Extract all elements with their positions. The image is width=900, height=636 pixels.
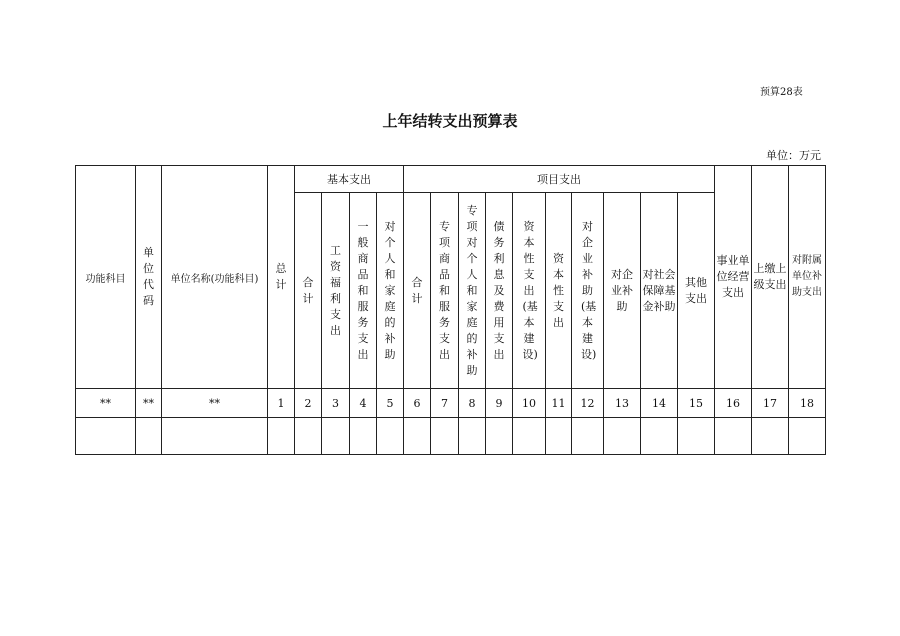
header-basic-goods-services: 一般商品和服务支出 <box>350 193 377 389</box>
data-cell[interactable] <box>678 418 715 455</box>
page-title: 上年结转支出预算表 <box>382 112 518 130</box>
data-cell[interactable] <box>513 418 546 455</box>
data-cell[interactable] <box>136 418 162 455</box>
header-project-personal-subsidy: 专项对个人和家庭的补助 <box>459 193 486 389</box>
header-project-enterprise-construction: 对企业补助(基本建设) <box>572 193 604 389</box>
header-basic-expenditure: 基本支出 <box>295 166 404 193</box>
code-cell: ** <box>136 389 162 418</box>
header-project-capital: 资本性支出 <box>546 193 572 389</box>
data-cell[interactable] <box>459 418 486 455</box>
header-project-social-security: 对社会保障基金补助 <box>641 193 678 389</box>
header-project-total: 合计 <box>404 193 431 389</box>
data-cell[interactable] <box>546 418 572 455</box>
empty-data-row <box>76 418 826 455</box>
unit-label: 单位：万元 <box>766 149 821 162</box>
header-business-expenditure: 事业单位经营支出 <box>715 166 752 389</box>
header-affiliate-subsidy: 对附属单位补助支出 <box>789 166 826 389</box>
header-basic-total: 合计 <box>295 193 322 389</box>
code-cell: 5 <box>377 389 404 418</box>
data-cell[interactable] <box>431 418 459 455</box>
data-cell[interactable] <box>641 418 678 455</box>
data-cell[interactable] <box>789 418 826 455</box>
code-cell: 13 <box>604 389 641 418</box>
code-cell: 17 <box>752 389 789 418</box>
data-cell[interactable] <box>404 418 431 455</box>
header-upper-remit: 上缴上级支出 <box>752 166 789 389</box>
code-cell: 15 <box>678 389 715 418</box>
code-cell: 14 <box>641 389 678 418</box>
header-project-debt-interest: 债务利息及费用支出 <box>486 193 513 389</box>
code-cell: 3 <box>322 389 350 418</box>
data-cell[interactable] <box>162 418 268 455</box>
data-cell[interactable] <box>715 418 752 455</box>
code-cell: ** <box>76 389 136 418</box>
data-cell[interactable] <box>486 418 513 455</box>
code-cell: 1 <box>268 389 295 418</box>
code-cell: 2 <box>295 389 322 418</box>
header-project-other: 其他支出 <box>678 193 715 389</box>
form-number: 预算28表 <box>760 87 803 98</box>
header-func-subject: 功能科目 <box>76 166 136 389</box>
code-cell: ** <box>162 389 268 418</box>
code-cell: 6 <box>404 389 431 418</box>
header-project-expenditure: 项目支出 <box>404 166 715 193</box>
budget-table <box>75 165 826 455</box>
header-unit-code: 单位代码 <box>136 166 162 389</box>
code-cell: 9 <box>486 389 513 418</box>
header-basic-personal-subsidy: 对个人和家庭的补助 <box>377 193 404 389</box>
code-cell: 11 <box>546 389 572 418</box>
header-project-goods-services: 专项商品和服务支出 <box>431 193 459 389</box>
header-unit-name: 单位名称(功能科目) <box>162 166 268 389</box>
code-cell: 10 <box>513 389 546 418</box>
data-cell[interactable] <box>350 418 377 455</box>
data-cell[interactable] <box>572 418 604 455</box>
code-cell: 8 <box>459 389 486 418</box>
code-cell: 4 <box>350 389 377 418</box>
data-cell[interactable] <box>752 418 789 455</box>
data-cell[interactable] <box>76 418 136 455</box>
header-project-enterprise-subsidy: 对企业补助 <box>604 193 641 389</box>
data-cell[interactable] <box>295 418 322 455</box>
header-total: 总计 <box>268 166 295 389</box>
header-basic-wages: 工资福利支出 <box>322 193 350 389</box>
code-cell: 12 <box>572 389 604 418</box>
data-cell[interactable] <box>268 418 295 455</box>
code-cell: 16 <box>715 389 752 418</box>
data-cell[interactable] <box>377 418 404 455</box>
header-project-capital-construction: 资本性支出(基本建设) <box>513 193 546 389</box>
data-cell[interactable] <box>604 418 641 455</box>
data-cell[interactable] <box>322 418 350 455</box>
code-cell: 18 <box>789 389 826 418</box>
code-cell: 7 <box>431 389 459 418</box>
